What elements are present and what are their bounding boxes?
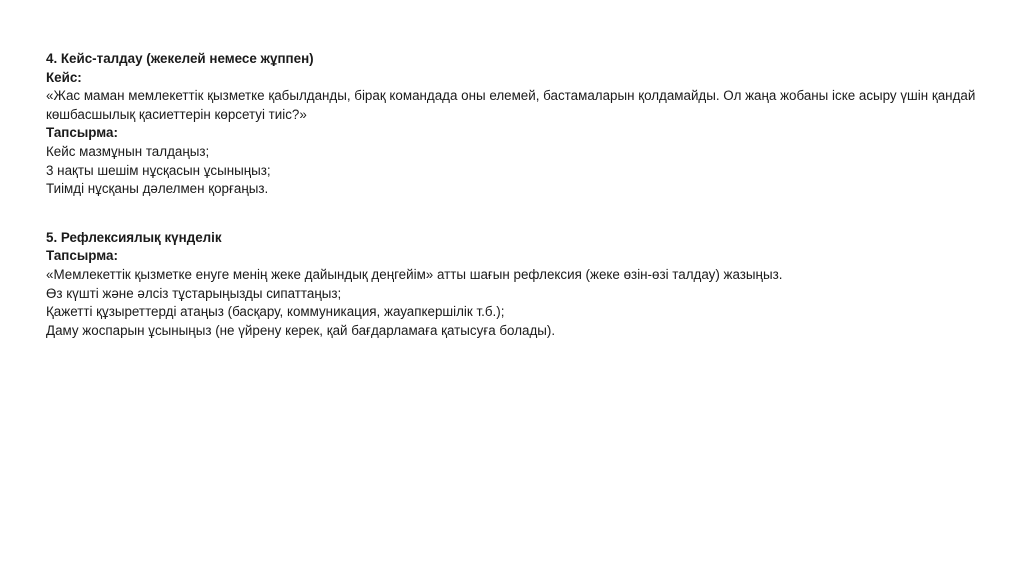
task-label: Тапсырма: bbox=[46, 125, 118, 141]
task-item: Даму жоспарын ұсыныңыз (не үйрену керек, қай бағдарламаға қатысуға болады). bbox=[46, 322, 556, 338]
task-item: 3 нақты шешім нұсқасын ұсыныңыз; bbox=[46, 162, 271, 178]
slide-content bbox=[46, 50, 986, 340]
task-item: «Мемлекеттік қызметке енуге менің жеке дайындық деңгейім» атты шағын рефлексия (жеке өзін-өзі талдау) жазыңыз. bbox=[46, 266, 783, 282]
section-case-analysis bbox=[46, 50, 986, 199]
task-item: Қажетті құзыреттерді атаңыз (басқару, коммуникация, жауапкершілік т.б.); bbox=[46, 304, 505, 320]
task-item: Кейс мазмұнын талдаңыз; bbox=[46, 143, 210, 159]
case-label: Кейс: bbox=[46, 69, 82, 85]
task-item: Өз күшті және әлсіз тұстарыңызды сипаттаңыз; bbox=[46, 285, 342, 301]
case-text: «Жас маман мемлекеттік қызметке қабылданды, бірақ командада оны елемей, бастамаларын қолдамайды. Ол жаңа жобаны іске асыру үшін қандай көшбасшылық қасиеттерін көрсетуі тиіс?» bbox=[46, 88, 976, 122]
section-title: 5. Рефлексиялық күнделік bbox=[46, 229, 222, 245]
section-title: 4. Кейс-талдау (жекелей немесе жұппен) bbox=[46, 51, 314, 66]
task-label: Тапсырма: bbox=[46, 248, 118, 264]
section-reflection-diary bbox=[46, 229, 986, 341]
task-item: Тиімді нұсқаны дәлелмен қорғаңыз. bbox=[46, 181, 269, 197]
